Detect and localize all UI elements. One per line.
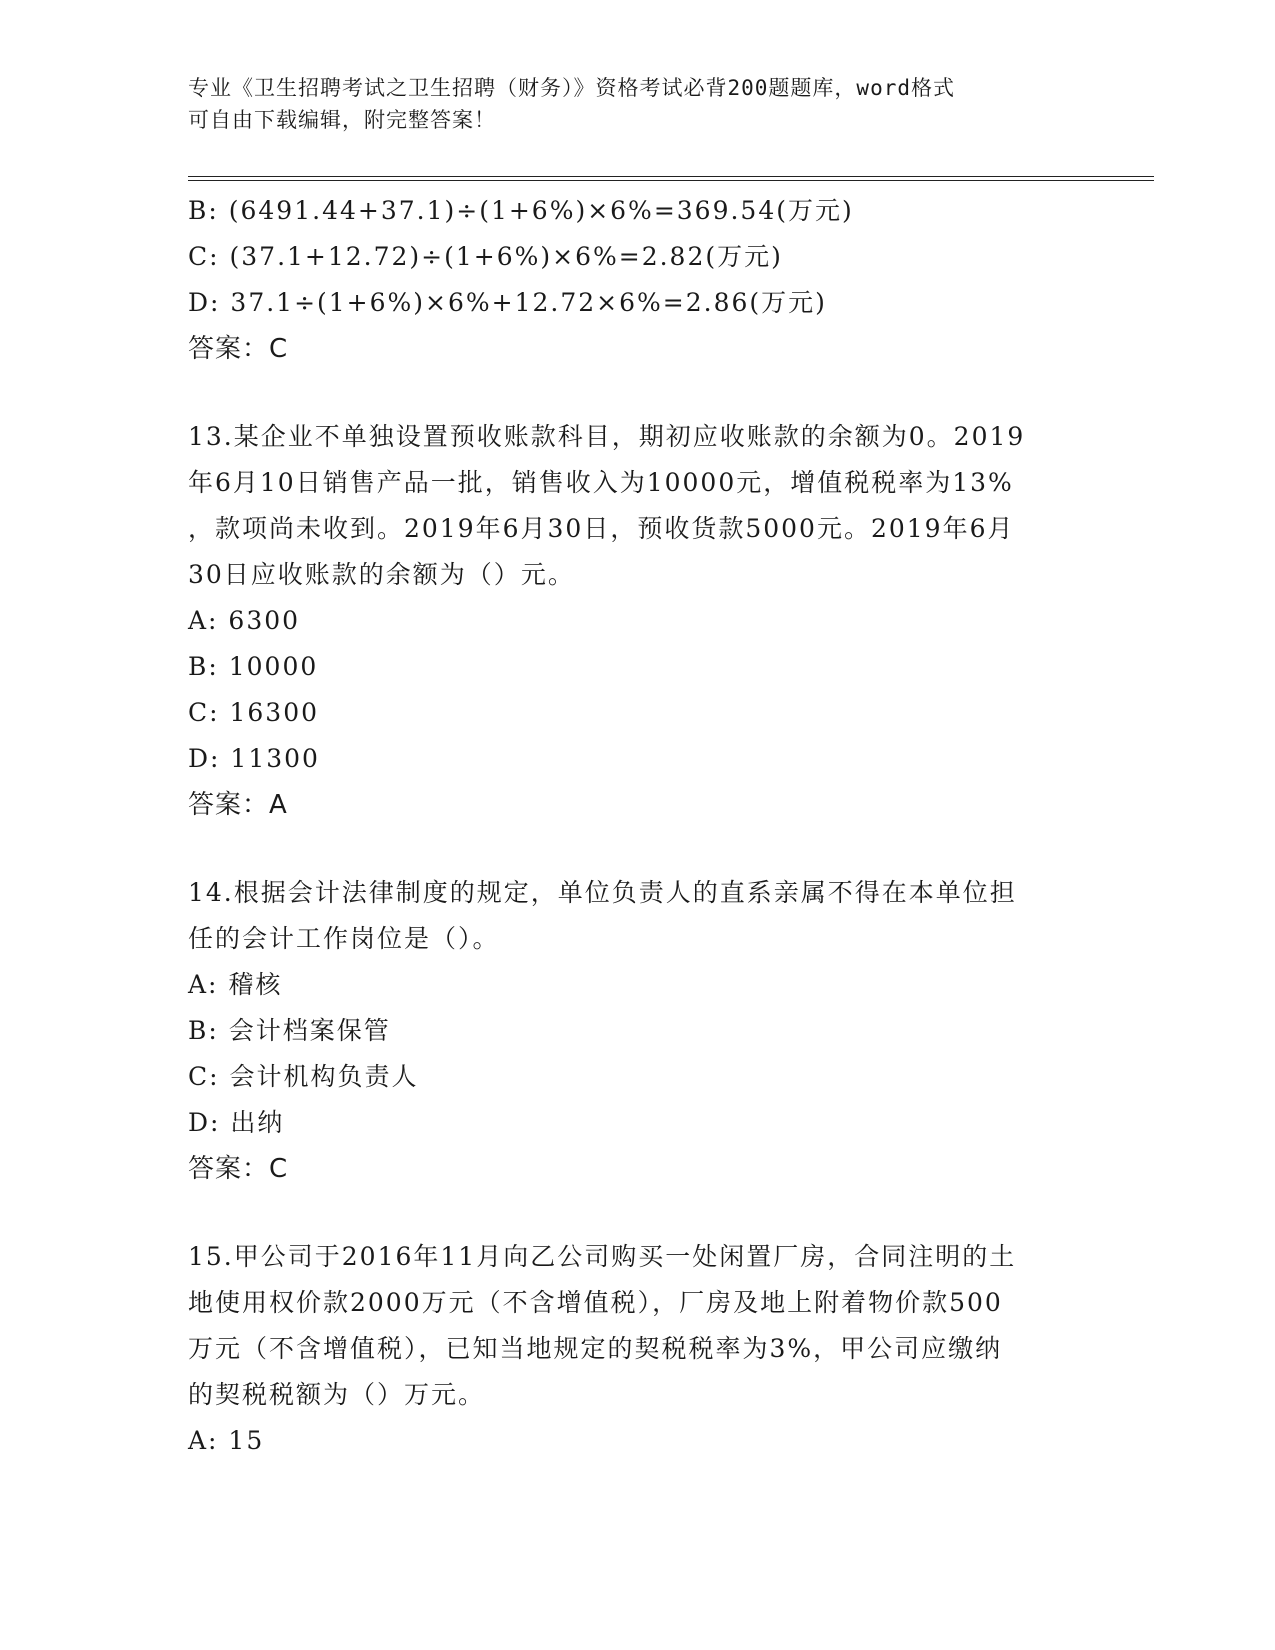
question-text-line: 15.甲公司于2016年11月向乙公司购买一处闲置厂房，合同注明的土 — [188, 1242, 1017, 1271]
spacer — [188, 372, 1088, 414]
question-text-line: 的契税税额为（）万元。 — [188, 1380, 486, 1409]
question-text-line: 万元（不含增值税），已知当地规定的契税税率为3%，甲公司应缴纳 — [188, 1334, 1003, 1363]
option-d: D: 出纳 — [188, 1108, 285, 1137]
previous-question-continuation — [188, 188, 1088, 372]
document-header — [188, 72, 1088, 136]
option-c: C: (37.1+12.72)÷(1+6%)×6%=2.82(万元) — [188, 242, 783, 271]
question-text-line: 30日应收账款的余额为（）元。 — [188, 560, 575, 589]
question-text-line: 13.某企业不单独设置预收账款科目，期初应收账款的余额为0。2019 — [188, 422, 1026, 451]
header-divider — [188, 176, 1154, 181]
spacer — [188, 1192, 1088, 1234]
document-body — [188, 188, 1088, 1464]
option-d: D: 37.1÷(1+6%)×6%+12.72×6%=2.86(万元) — [188, 288, 827, 317]
header-title-line-2: 可自由下载编辑，附完整答案！ — [188, 108, 496, 132]
question-15 — [188, 1234, 1088, 1464]
option-b: B: (6491.44+37.1)÷(1+6%)×6%=369.54(万元) — [188, 196, 854, 225]
question-text-line: 14.根据会计法律制度的规定，单位负责人的直系亲属不得在本单位担 — [188, 878, 1017, 907]
option-a: A: 15 — [188, 1426, 265, 1455]
question-13 — [188, 414, 1088, 828]
option-a: A: 稽核 — [188, 970, 283, 999]
option-c: C: 16300 — [188, 698, 320, 727]
question-text-line: 任的会计工作岗位是（）。 — [188, 924, 500, 953]
spacer — [188, 828, 1088, 870]
question-14 — [188, 870, 1088, 1192]
answer-line: 答案：C — [188, 1154, 289, 1184]
option-b: B: 会计档案保管 — [188, 1016, 391, 1045]
question-text-line: 年6月10日销售产品一批，销售收入为10000元，增值税税率为13% — [188, 468, 1014, 497]
answer-line: 答案：C — [188, 334, 289, 364]
option-a: A: 6300 — [188, 606, 301, 635]
answer-line: 答案：A — [188, 790, 288, 820]
header-title-line-1: 专业《卫生招聘考试之卫生招聘（财务）》资格考试必背200题题库，word格式 — [188, 76, 955, 100]
option-c: C: 会计机构负责人 — [188, 1062, 419, 1091]
question-text-line: ，款项尚未收到。2019年6月30日，预收货款5000元。2019年6月 — [188, 514, 1015, 543]
option-b: B: 10000 — [188, 652, 319, 681]
option-d: D: 11300 — [188, 744, 320, 773]
question-text-line: 地使用权价款2000万元（不含增值税），厂房及地上附着物价款500 — [188, 1288, 1003, 1317]
